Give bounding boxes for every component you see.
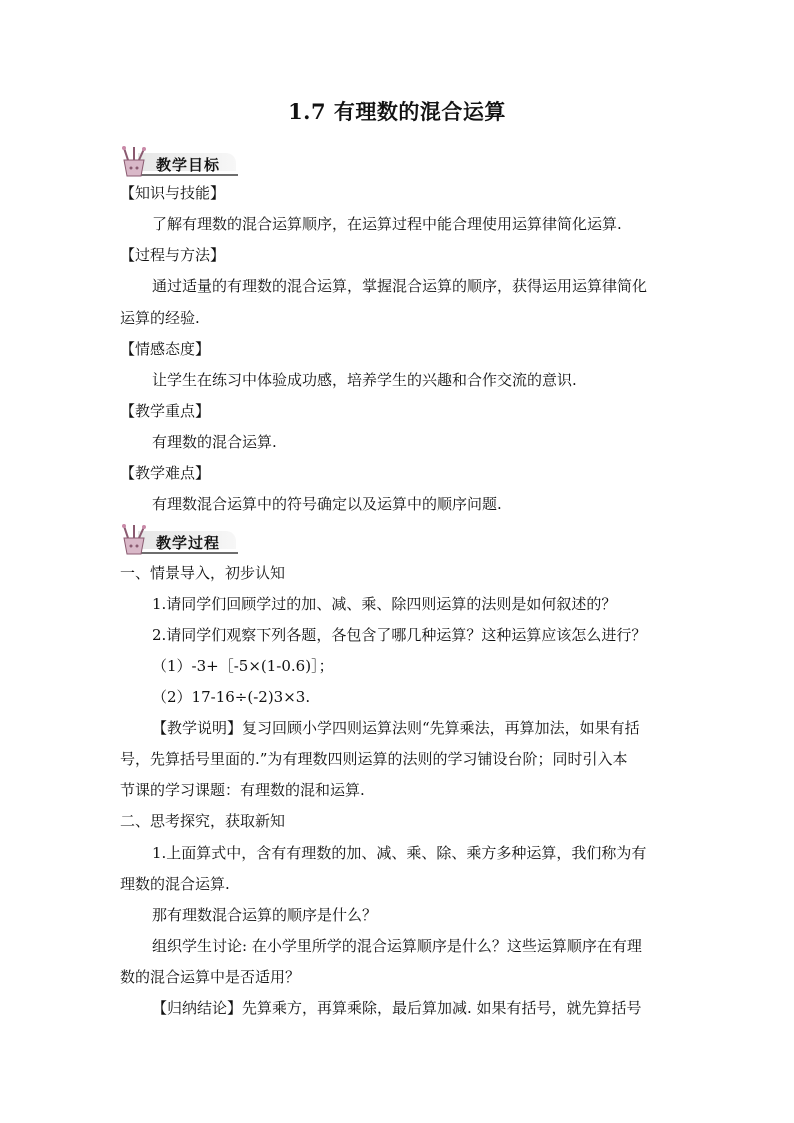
pencil-cup-icon	[118, 524, 158, 556]
teaching-note: 【教学说明】复习回顾小学四则运算法则“先算乘法，再算加法，如果有括	[152, 719, 640, 737]
section-label: 教学过程	[156, 534, 221, 552]
page-title: 1.7 有理数的混合运算	[288, 99, 506, 124]
process-text: 通过适量的有理数的混合运算，掌握混合运算的顺序，获得运用运算律简化	[152, 277, 648, 295]
paragraph-3-cont: 数的混合运算中是否适用？	[120, 968, 301, 986]
difficulty-text: 有理数混合运算中的符号确定以及运算中的顺序问题.	[152, 495, 502, 513]
section-label: 教学目标	[156, 156, 221, 174]
teaching-note-cont: 号，先算括号里面的.”为有理数四则运算的法则的学习铺设台阶；同时引入本	[120, 750, 628, 768]
key-point-heading: 【教学重点】	[120, 402, 211, 420]
part2-heading: 二、思考探究，获取新知	[120, 812, 286, 830]
knowledge-text: 了解有理数的混合运算顺序，在运算过程中能合理使用运算律简化运算.	[152, 215, 622, 233]
attitude-heading: 【情感态度】	[120, 340, 211, 358]
process-text-cont: 运算的经验.	[120, 309, 200, 327]
difficulty-heading: 【教学难点】	[120, 464, 211, 482]
paragraph-1: 1.上面算式中，含有有理数的加、减、乘、除、乘方多种运算，我们称为有	[152, 844, 647, 862]
attitude-text: 让学生在练习中体验成功感，培养学生的兴趣和合作交流的意识.	[152, 371, 577, 389]
conclusion: 【归纳结论】先算乘方，再算乘除，最后算加减. 如果有括号，就先算括号	[152, 999, 642, 1017]
knowledge-heading: 【知识与技能】	[120, 184, 226, 202]
question-1: 1.请同学们回顾学过的加、减、乘、除四则运算的法则是如何叙述的？	[152, 595, 617, 613]
example-2: （2）17-16÷(-2)3×3.	[152, 688, 311, 706]
pencil-cup-icon	[118, 146, 158, 178]
section-badge-goals	[118, 146, 242, 178]
teaching-note-end: 节课的学习课题：有理数的混和运算.	[120, 781, 365, 799]
key-point-text: 有理数的混合运算.	[152, 433, 277, 451]
section-badge-process	[118, 524, 242, 556]
paragraph-3: 组织学生讨论: 在小学里所学的混合运算顺序是什么？这些运算顺序在有理	[152, 937, 642, 955]
process-heading: 【过程与方法】	[120, 246, 226, 264]
paragraph-1-cont: 理数的混合运算.	[120, 875, 230, 893]
paragraph-2: 那有理数混合运算的顺序是什么？	[152, 906, 378, 924]
example-1: （1）-3+［-5×(1-0.6)］；	[152, 657, 334, 675]
question-2: 2.请同学们观察下列各题，各包含了哪几种运算？这种运算应该怎么进行？	[152, 626, 647, 644]
part1-heading: 一、情景导入，初步认知	[120, 564, 286, 582]
